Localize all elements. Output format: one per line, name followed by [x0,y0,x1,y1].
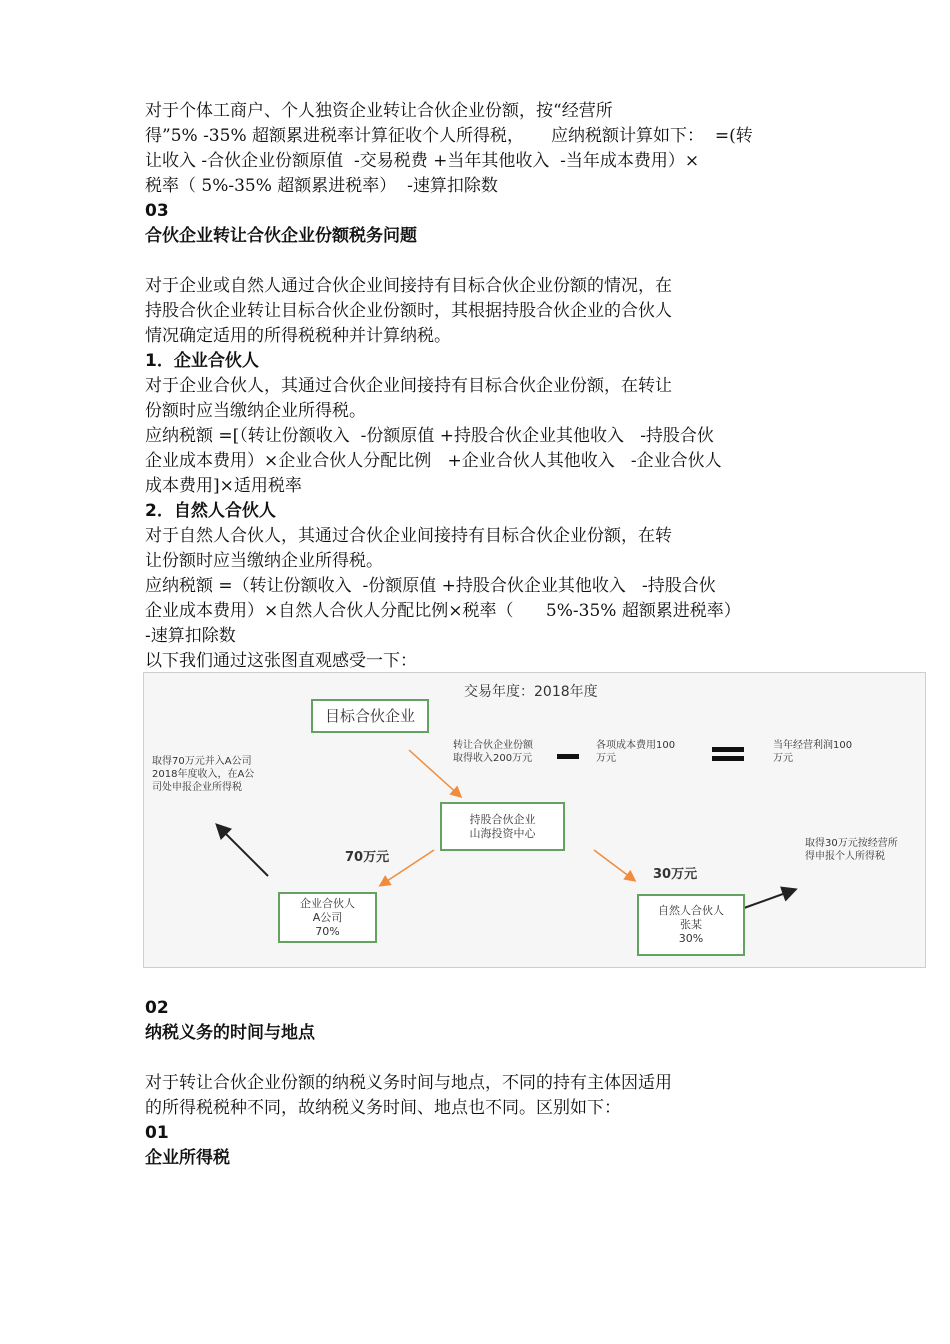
paragraph-line: 对于企业或自然人通过合伙企业间接持有目标合伙企业份额的情况，在 [145,276,672,296]
cost-label: 各项成本费用100 万元 [596,740,676,764]
paragraph-line: 让收入 -合伙企业份额原值 -交易税费 +当年其他收入 -当年成本费用）× [145,151,700,171]
equals-sign-bottom [712,756,744,761]
holding-partnership-box: 持股合伙企业 山海投资中心 [440,802,565,851]
paragraph-line: 持股合伙企业转让目标合伙企业份额时，其根据持股合伙企业的合伙人 [145,301,672,321]
corp-partner-note: 取得70万元并入A公司 2018年度收入，在A公 司处申报企业所得税 [152,756,255,793]
arrow-natural-to-note [744,890,794,908]
target-partnership-box: 目标合伙企业 [311,699,429,733]
formula-line: 企业成本费用）×自然人合伙人分配比例×税率（ 5%-35% 超额累进税率） [145,601,741,621]
arrow-holding-to-natural [594,850,634,880]
tax-flow-diagram [143,672,926,968]
subsection-heading: 1．企业合伙人 [145,351,259,371]
amount-70: 70万元 [345,850,390,865]
paragraph-line: 税率（ 5%-35% 超额累进税率） -速算扣除数 [145,176,498,196]
figure-intro: 以下我们通过这张图直观感受一下： [145,651,417,671]
section-number: 02 [145,998,169,1018]
paragraph-line: 对于转让合伙企业份额的纳税义务时间与地点，不同的持有主体因适用 [145,1073,672,1093]
paragraph-line: 份额时应当缴纳企业所得税。 [145,401,366,421]
paragraph-line: 对于个体工商户、个人独资企业转让合伙企业份额，按“经营所 [145,101,613,121]
section-number: 01 [145,1123,169,1143]
section-title: 合伙企业转让合伙企业份额税务问题 [145,226,417,246]
formula-line: 企业成本费用）×企业合伙人分配比例 +企业合伙人其他收入 -企业合伙人 [145,451,722,471]
paragraph-line: 对于自然人合伙人，其通过合伙企业间接持有目标合伙企业份额，在转 [145,526,672,546]
equals-sign-top [712,747,744,752]
paragraph-line: 情况确定适用的所得税税种并计算纳税。 [145,326,451,346]
subsection-heading: 2．自然人合伙人 [145,501,276,521]
corporate-partner-box: 企业合伙人 A公司 70% [278,892,377,943]
natural-partner-box: 自然人合伙人 张某 30% [637,894,745,956]
paragraph-line: 的所得税税种不同，故纳税义务时间、地点也不同。区别如下： [145,1098,621,1118]
formula-line: -速算扣除数 [145,626,236,646]
formula-line: 成本费用]×适用税率 [145,476,302,496]
profit-label: 当年经营利润100 万元 [773,740,853,764]
transfer-income-label: 转让合伙企业份额 取得收入200万元 [453,740,533,764]
paragraph-line: 对于企业合伙人，其通过合伙企业间接持有目标合伙企业份额，在转让 [145,376,672,396]
minus-sign [557,754,579,759]
formula-line: 应纳税额 =[（转让份额收入 -份额原值 +持股合伙企业其他收入 -持股合伙 [145,426,714,446]
amount-30: 30万元 [653,867,698,882]
section-number: 03 [145,201,169,221]
section-title: 纳税义务的时间与地点 [145,1023,315,1043]
year-title: 交易年度：2018年度 [464,684,598,700]
paragraph-line: 让份额时应当缴纳企业所得税。 [145,551,383,571]
natural-partner-note: 取得30万元按经营所 得申报个人所得税 [805,838,898,862]
formula-line: 应纳税额 =（转让份额收入 -份额原值 +持股合伙企业其他收入 -持股合伙 [145,576,716,596]
arrow-corp-to-note [218,826,268,876]
section-title: 企业所得税 [145,1148,230,1168]
paragraph-line: 得”5% -35% 超额累进税率计算征收个人所得税， 应纳税额计算如下： =(转 [145,126,753,146]
